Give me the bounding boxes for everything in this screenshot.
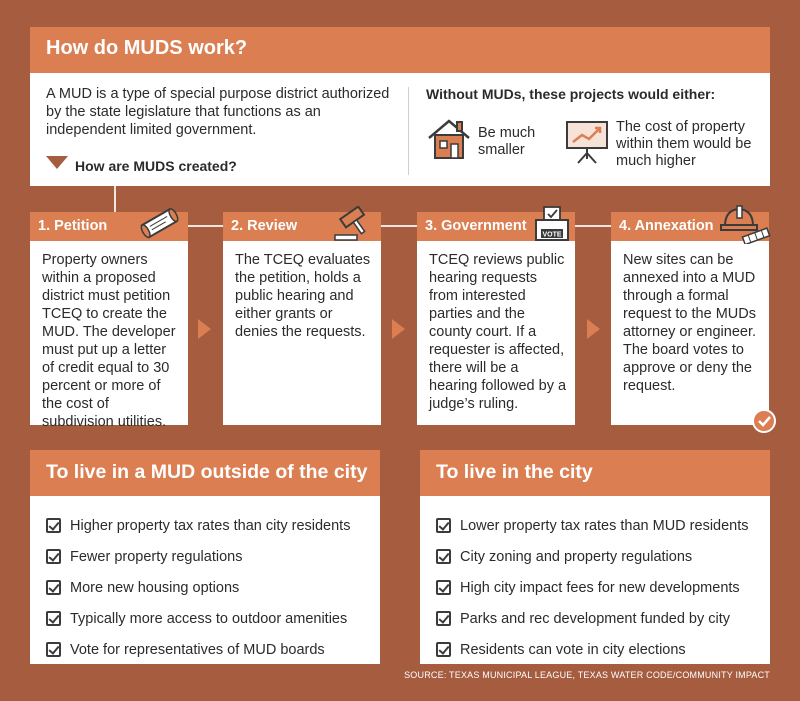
check-circle-icon — [751, 408, 777, 434]
price-chart-icon — [564, 119, 610, 167]
list-item — [46, 510, 380, 541]
intro-panel — [30, 73, 770, 186]
checkbox-icon — [436, 549, 451, 564]
list-item — [436, 572, 770, 603]
checkbox-icon — [46, 642, 61, 657]
in-city-panel — [420, 450, 770, 664]
list-item-text: Parks and rec development funded by city — [460, 610, 731, 627]
scroll-icon — [136, 206, 184, 242]
list-item-text: Fewer property regulations — [70, 548, 243, 565]
list-item-text: Typically more access to outdoor amenities — [70, 610, 348, 627]
gavel-icon — [331, 206, 375, 242]
step-text: TCEQ reviews public hearing requests from interested parties and the county court. If a requester is affected, there will be a hearing followed by a judge’s ruling. — [417, 241, 575, 425]
list-item-text: Vote for representatives of MUD boards — [70, 641, 325, 658]
step-label: 2. Review — [223, 212, 381, 241]
list-item — [436, 510, 770, 541]
list-item — [436, 541, 770, 572]
in-city-title: To live in the city — [420, 450, 770, 496]
checkbox-icon — [46, 580, 61, 595]
connector-line — [381, 225, 417, 227]
checkbox-icon — [46, 549, 61, 564]
step-label: 4. Annexation — [611, 212, 769, 241]
checkbox-icon — [46, 518, 61, 533]
list-item — [46, 572, 380, 603]
list-item-text: High city impact fees for new developments — [460, 579, 740, 596]
checkbox-icon — [436, 580, 451, 595]
outside-city-list — [30, 496, 380, 664]
connector-line — [575, 225, 611, 227]
without-muds-title: Without MUDs, these projects would either: — [426, 86, 716, 102]
list-item-text: More new housing options — [70, 579, 240, 596]
outside-city-panel — [30, 450, 380, 664]
list-item — [436, 603, 770, 634]
vote-label: VOTE — [542, 231, 562, 239]
list-item-text: City zoning and property regulations — [460, 548, 693, 565]
list-item — [46, 634, 380, 665]
source-credit: SOURCE: TEXAS MUNICIPAL LEAGUE, TEXAS WATER CODE/COMMUNITY IMPACT — [404, 670, 770, 680]
step-label: 3. Government — [417, 212, 575, 241]
list-item-text: Residents can vote in city elections — [460, 641, 686, 658]
checkbox-icon — [436, 611, 451, 626]
option-higher-cost: The cost of property within them would be much higher — [616, 119, 752, 169]
chevron-right-icon — [587, 319, 600, 339]
intro-title: How do MUDS work? — [30, 27, 770, 73]
triangle-down-icon — [46, 156, 68, 170]
list-item — [46, 541, 380, 572]
hard-hat-icon — [717, 204, 771, 244]
house-icon — [426, 116, 472, 162]
intro-description: A MUD is a type of special purpose district authorized by the state legislature that functions as an independent limited government. — [46, 86, 390, 138]
in-city-list — [420, 496, 770, 664]
connector-line — [114, 186, 116, 212]
ballot-box-icon — [533, 206, 571, 242]
chevron-right-icon — [198, 319, 211, 339]
step-text: New sites can be annexed into a MUD through a formal request to the MUDs attorney or engineer. The board votes to approve or deny the request. — [611, 241, 769, 425]
outside-city-title: To live in a MUD outside of the city — [30, 450, 380, 496]
option-smaller: Be much smaller — [478, 125, 536, 158]
step-text: The TCEQ evaluates the petition, holds a public hearing and either grants or denies the requests. — [223, 241, 381, 425]
checkbox-icon — [436, 518, 451, 533]
list-item-text: Lower property tax rates than MUD residents — [460, 517, 749, 534]
connector-line — [188, 225, 223, 227]
how-created-label: How are MUDS created? — [75, 158, 237, 174]
step-text: Property owners within a proposed district must petition TCEQ to create the MUD. The developer must put up a letter of credit equal to 30 percent or more of the cost of subdivision utilities. — [30, 241, 188, 425]
intro-divider — [408, 87, 409, 175]
checkbox-icon — [436, 642, 451, 657]
list-item — [46, 603, 380, 634]
list-item-text: Higher property tax rates than city residents — [70, 517, 351, 534]
list-item — [436, 634, 770, 665]
checkbox-icon — [46, 611, 61, 626]
chevron-right-icon — [392, 319, 405, 339]
step-label: 1. Petition — [30, 212, 188, 241]
